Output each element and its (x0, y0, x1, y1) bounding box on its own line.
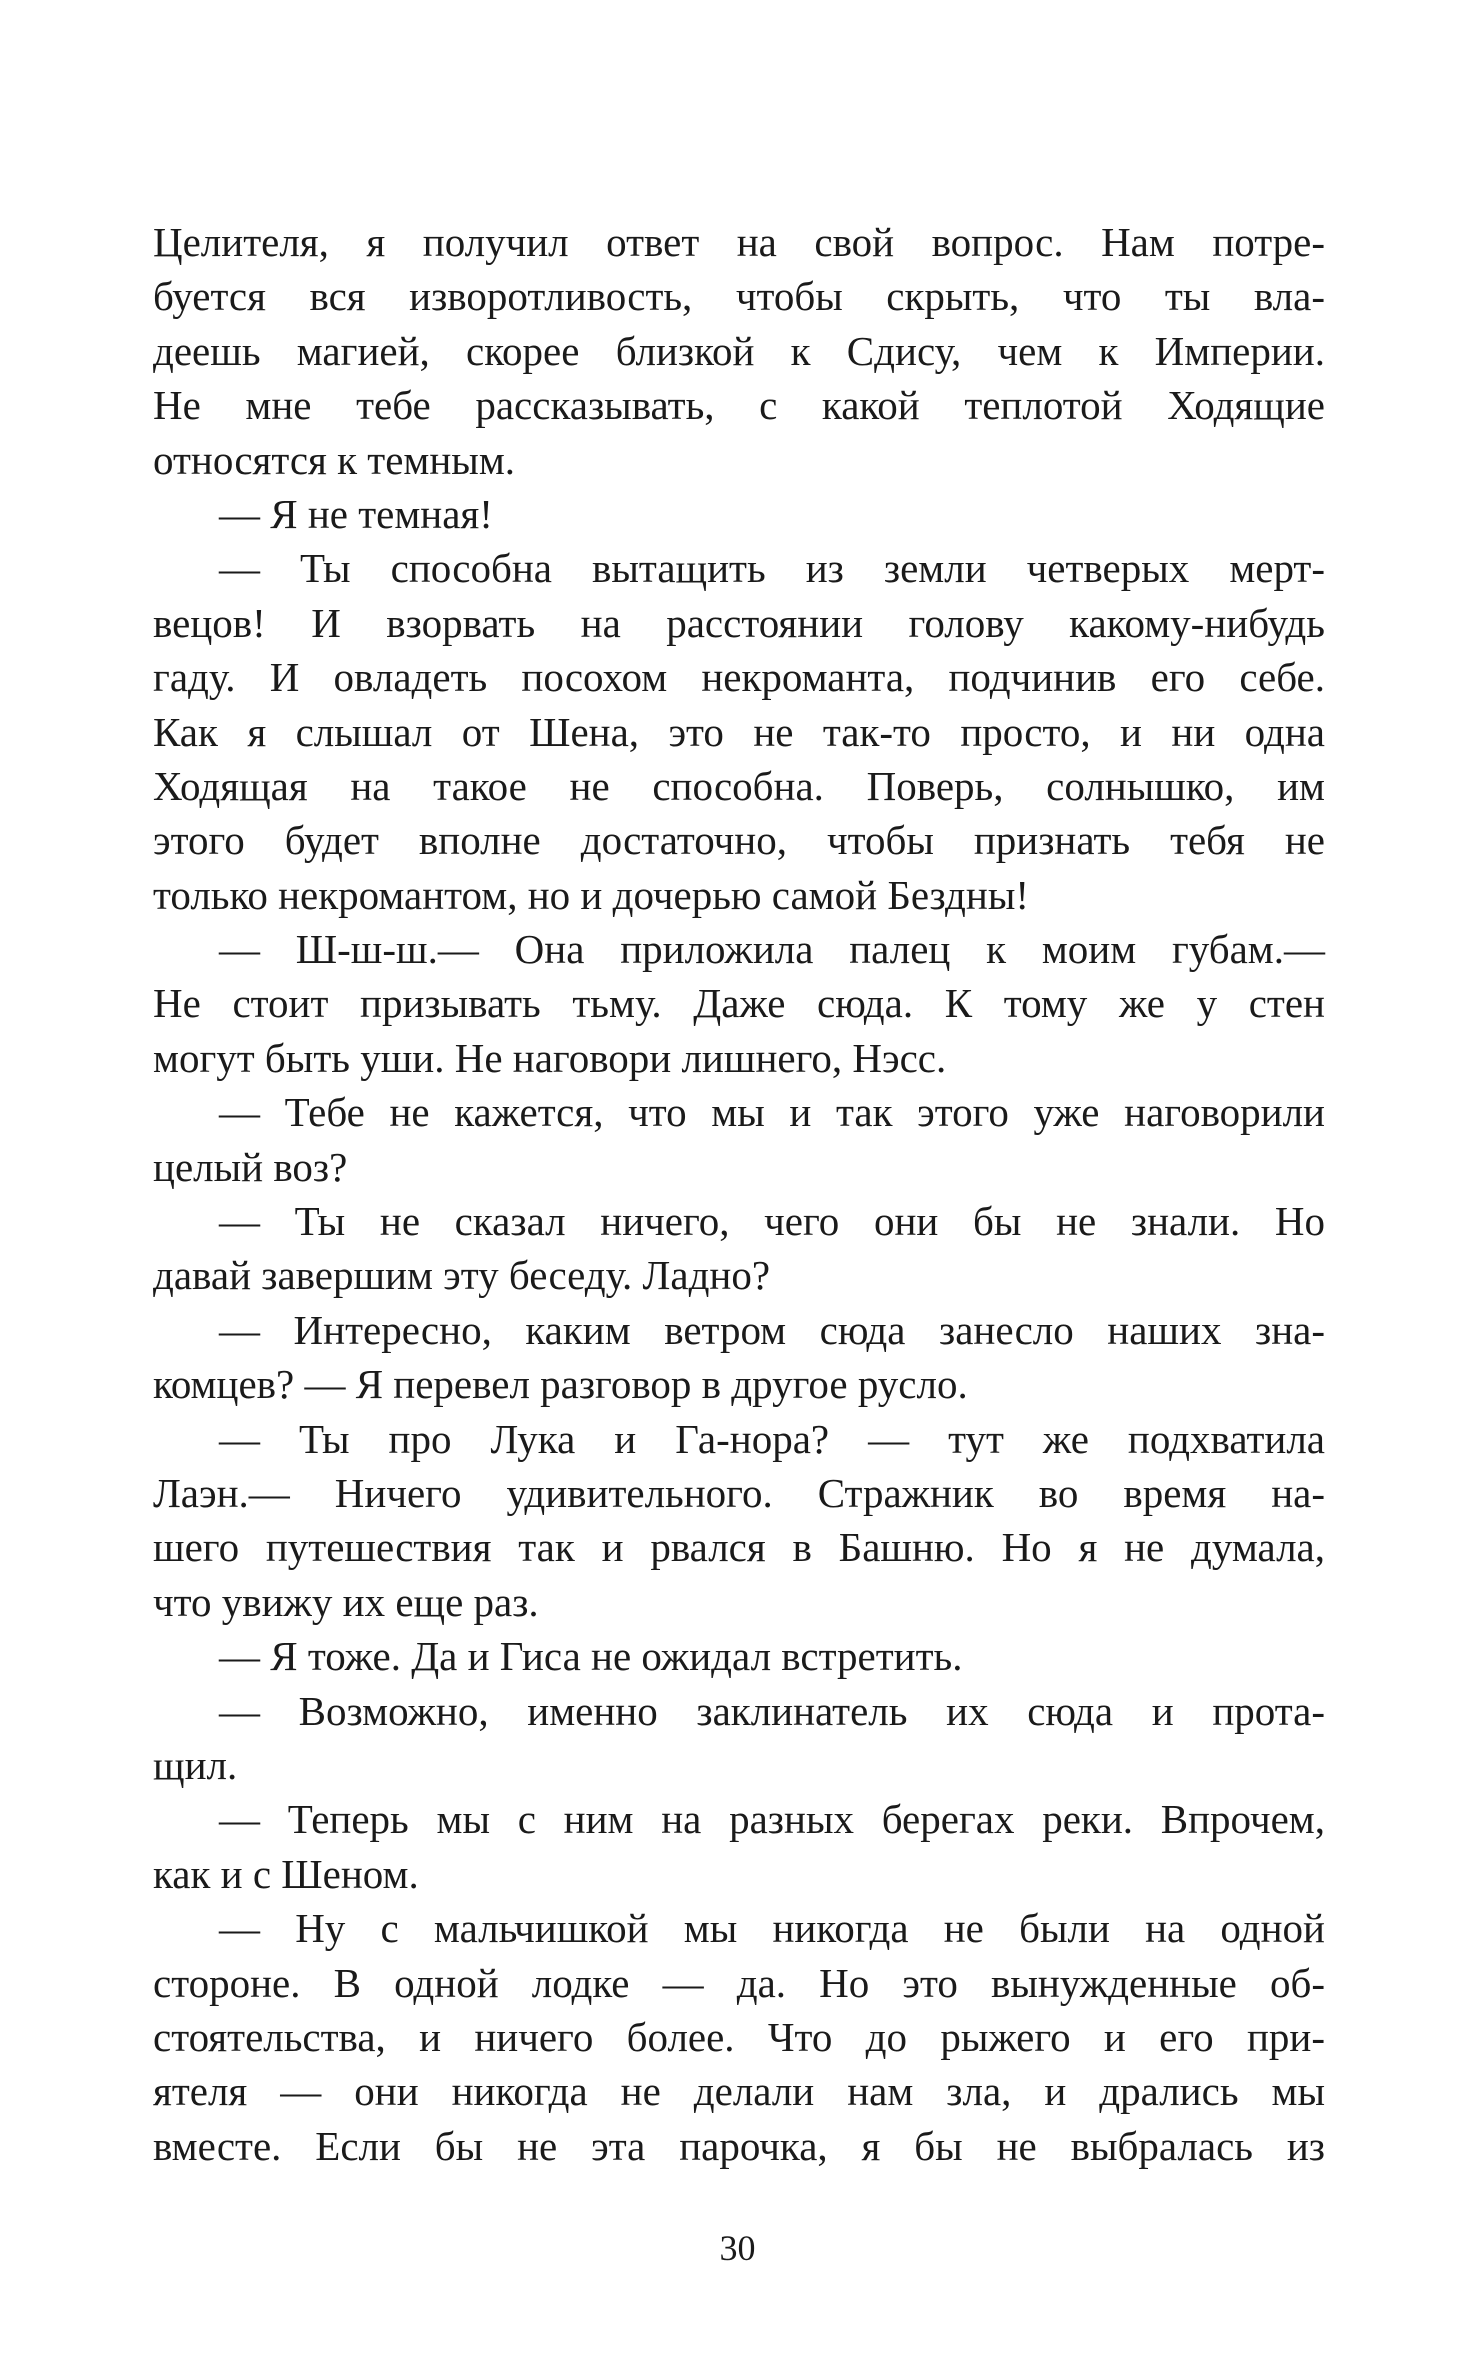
text-line: — Теперь мы с ним на разных берегах реки. Впрочем, (219, 1796, 1325, 1843)
text-line: вместе. Если бы не эта парочка, я бы не выбралась из (153, 2122, 1325, 2169)
text-line: Целителя, я получил ответ на свой вопрос. Нам потре- (153, 219, 1325, 265)
text-line: ятеля — они никогда не делали нам зла, и дрались мы (153, 2068, 1325, 2115)
text-line: могут быть уши. Не наговори лишнего, Нэсс. (153, 1034, 947, 1081)
text-line: — Возможно, именно заклинатель их сюда и прота- (219, 1687, 1325, 1734)
text-line: шего путешествия так и рвался в Башню. Но я не думала, (153, 1524, 1325, 1571)
text-line: — Я не темная! (219, 490, 493, 537)
text-line: относятся к темным. (153, 436, 516, 483)
text-line: стоятельства, и ничего более. Что до рыжего и его при- (153, 2013, 1325, 2060)
text-line: вецов! И взорвать на расстоянии голову какому-нибудь (153, 599, 1325, 646)
page-number: 30 (719, 2228, 756, 2268)
body-text (153, 215, 1325, 2173)
text-line: — Ты не сказал ничего, чего они бы не знали. Но (219, 1198, 1325, 1245)
text-line: деешь магией, скорее близкой к Сдису, чем к Империи. (153, 327, 1325, 374)
text-line: — Тебе не кажется, что мы и так этого уже наговорили (219, 1089, 1325, 1136)
text-line: стороне. В одной лодке — да. Но это вынужденные об- (153, 1959, 1325, 2006)
text-line: — Ты про Лука и Га-нора? — тут же подхватила (219, 1415, 1325, 1462)
text-line: Не мне тебе рассказывать, с какой теплотой Ходящие (153, 382, 1325, 429)
text-line: комцев? — Я перевел разговор в другое русло. (153, 1361, 968, 1408)
text-line: — Ты способна вытащить из земли четверых мерт- (219, 545, 1325, 592)
text-line: гаду. И овладеть посохом некроманта, подчинив его себе. (153, 654, 1325, 701)
text-line: буется вся изворотливость, чтобы скрыть, что ты вла- (153, 273, 1325, 320)
text-line: как и с Шеном. (153, 1850, 419, 1897)
text-line: щил. (153, 1741, 238, 1788)
text-line: целый воз? (153, 1143, 348, 1190)
text-line: Ходящая на такое не способна. Поверь, солнышко, им (153, 762, 1325, 809)
text-line: — Ну с мальчишкой мы никогда не были на одной (219, 1905, 1325, 1952)
text-line: Не стоит призывать тьму. Даже сюда. К тому же у стен (153, 980, 1325, 1027)
text-line: — Ш-ш-ш.— Она приложила палец к моим губам.— (219, 926, 1325, 973)
text-line: — Я тоже. Да и Гиса не ожидал встретить. (219, 1633, 963, 1680)
text-line: — Интересно, каким ветром сюда занесло наших зна- (219, 1306, 1325, 1353)
text-line: только некромантом, но и дочерью самой Бездны! (153, 871, 1030, 918)
text-line: что увижу их еще раз. (153, 1578, 539, 1625)
text-line: давай завершим эту беседу. Ладно? (153, 1252, 771, 1299)
text-line: Как я слышал от Шена, это не так-то просто, и ни одна (153, 708, 1325, 755)
text-line: Лаэн.— Ничего удивительного. Стражник во время на- (153, 1469, 1325, 1516)
text-line: этого будет вполне достаточно, чтобы признать тебя не (153, 817, 1325, 864)
